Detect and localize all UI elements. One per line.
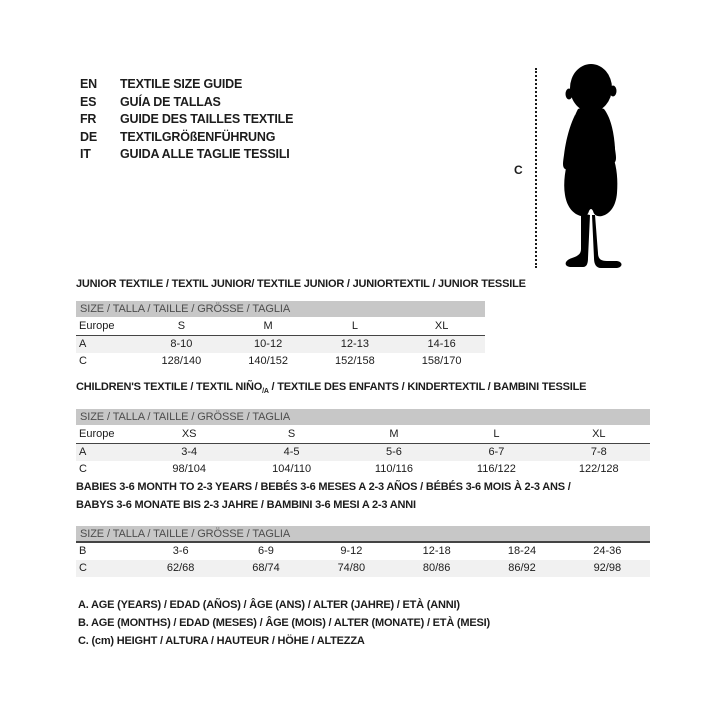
table-title-line: BABIES 3-6 MONTH TO 2-3 YEARS / BEBÉS 3-6 MESES A 2-3 AÑOS / BÉBÉS 3-6 MOIS À 2-3 ANS / — [76, 481, 571, 493]
language-row — [80, 129, 293, 147]
value-cell: 68/74 — [252, 562, 280, 574]
value-cell: L — [351, 319, 358, 332]
value-cell: 74/80 — [337, 562, 366, 574]
language-label: TEXTILGRÖßENFÜHRUNG — [120, 129, 276, 144]
value-cell: 104/110 — [272, 462, 312, 475]
row-label-cell: Europe — [79, 427, 115, 440]
table-title — [76, 379, 650, 401]
row-label-cell: C — [79, 562, 87, 574]
value-cell: 92/98 — [593, 562, 622, 574]
value-cell: 14-16 — [427, 337, 456, 350]
language-label: GUIDE DES TAILLES TEXTILE — [120, 112, 294, 126]
size-header-bar: SIZE / TALLA / TAILLE / GRÖSSE / TAGLIA — [76, 409, 650, 425]
toddler-silhouette-icon — [545, 63, 637, 268]
value-cell: XS — [181, 427, 197, 440]
value-cell: 3-4 — [181, 445, 198, 458]
table-title-line: BABYS 3-6 MONATE BIS 2-3 JAHRE / BAMBINI 3-6 MESI A 2-3 ANNI — [76, 498, 416, 511]
height-measure-line — [535, 68, 537, 268]
language-row — [80, 146, 293, 164]
value-cell: 98/104 — [172, 462, 207, 475]
table-row — [76, 461, 650, 478]
footnote: C. (cm) HEIGHT / ALTURA / HAUTEUR / HÖHE / ALTEZZA — [78, 635, 365, 647]
size-header-bar: SIZE / TALLA / TAILLE / GRÖSSE / TAGLIA — [76, 301, 485, 317]
language-label: GUIDA ALLE TAGLIE TESSILI — [120, 147, 290, 161]
language-code: FR — [80, 112, 97, 126]
value-cell: M — [389, 427, 399, 440]
row-label-cell: A — [79, 337, 87, 350]
value-cell: 12-18 — [422, 545, 451, 557]
language-code: ES — [80, 94, 97, 109]
value-cell: 5-6 — [386, 445, 402, 458]
babies-textile-table — [76, 479, 650, 577]
table-row — [76, 543, 650, 560]
footnote: B. AGE (MONTHS) / EDAD (MESES) / ÂGE (MOIS) / ALTER (MONATE) / ETÀ (MESI) — [78, 617, 490, 629]
table-title-text: / TEXTILE DES ENFANTS / KINDERTEXTIL / BAMBINI TESSILE — [268, 381, 587, 393]
value-cell: 122/128 — [578, 462, 619, 475]
footnotes — [78, 596, 490, 650]
value-cell: XL — [434, 319, 449, 332]
value-cell: 6-7 — [488, 445, 505, 458]
table-row — [76, 317, 485, 336]
value-cell: 4-5 — [283, 445, 300, 458]
value-cell: 116/122 — [476, 462, 516, 475]
value-cell: 8-10 — [170, 337, 193, 350]
value-cell: 128/140 — [161, 354, 202, 367]
size-header-bar: SIZE / TALLA / TAILLE / GRÖSSE / TAGLIA — [76, 526, 650, 543]
value-cell: 110/116 — [374, 462, 414, 475]
table-row — [76, 444, 650, 461]
language-row — [80, 76, 293, 94]
value-cell: 24-36 — [593, 545, 622, 557]
table-row — [76, 425, 650, 444]
value-cell: 158/170 — [421, 354, 462, 367]
language-row — [80, 111, 293, 129]
value-cell: L — [493, 427, 500, 440]
language-label: TEXTILE SIZE GUIDE — [120, 77, 243, 91]
row-label-cell: C — [79, 462, 87, 475]
table-row — [76, 336, 485, 353]
value-cell: XL — [592, 427, 606, 440]
row-label-cell: A — [79, 445, 87, 458]
value-cell: M — [263, 319, 273, 332]
language-row — [80, 94, 293, 112]
table-title-text: CHILDREN'S TEXTILE / TEXTIL NIÑO — [76, 381, 263, 393]
value-cell: 152/158 — [334, 354, 375, 367]
table-row — [76, 560, 650, 577]
table-title: JUNIOR TEXTILE / TEXTIL JUNIOR/ TEXTILE JUNIOR / JUNIORTEXTIL / JUNIOR TESSILE — [76, 278, 526, 290]
value-cell: S — [287, 427, 296, 440]
value-cell: 3-6 — [172, 545, 189, 557]
value-cell: 140/152 — [248, 354, 288, 367]
footnote: A. AGE (YEARS) / EDAD (AÑOS) / ÂGE (ANS) / ALTER (JAHRE) / ETÀ (ANNI) — [78, 599, 460, 611]
language-code: EN — [80, 77, 97, 91]
table-row — [76, 353, 485, 370]
value-cell: 9-12 — [340, 545, 363, 557]
language-code: IT — [80, 147, 91, 161]
measure-label-c: C — [514, 163, 523, 177]
row-label-cell: C — [79, 354, 87, 367]
language-label: GUÍA DE TALLAS — [120, 94, 221, 109]
value-cell: 12-13 — [340, 337, 369, 350]
value-cell: 10-12 — [254, 337, 283, 350]
value-cell: 86/92 — [508, 562, 536, 574]
row-label-cell: Europe — [79, 319, 115, 332]
value-cell: 62/68 — [166, 562, 195, 574]
row-label-cell: B — [79, 545, 87, 557]
language-code: DE — [80, 129, 97, 144]
value-cell: 18-24 — [507, 545, 537, 557]
value-cell: 6-9 — [258, 545, 274, 557]
table-title-subscript: /A — [262, 388, 269, 396]
value-cell: S — [177, 319, 186, 332]
junior-textile-table — [76, 276, 526, 370]
children-textile-table — [76, 379, 650, 478]
language-list — [80, 76, 293, 164]
value-cell: 80/86 — [422, 562, 451, 574]
value-cell: 7-8 — [590, 445, 607, 458]
